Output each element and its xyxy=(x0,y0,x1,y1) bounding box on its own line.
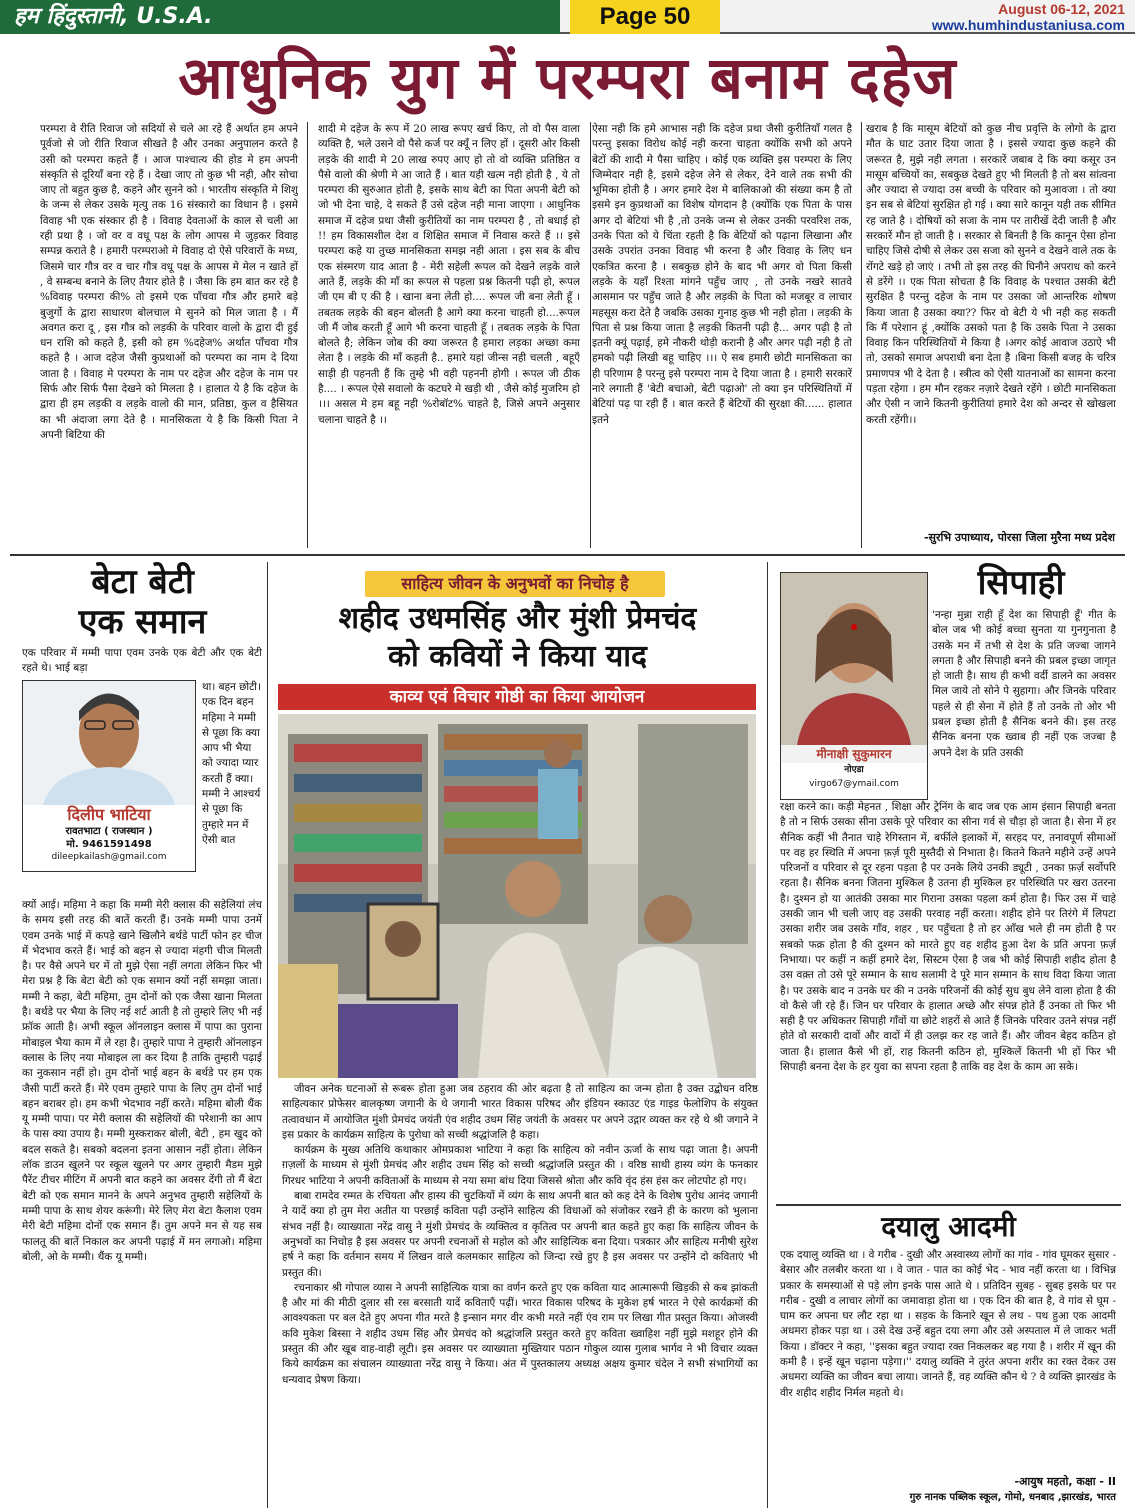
left-story-intro: एक परिवार में मम्मी पापा एवम उनके एक बेटी और एक बेटी रहते थे। भाई बड़ा xyxy=(22,647,262,675)
right-author-email: virgo67@ymail.com xyxy=(809,779,899,789)
kind-story-title: दयालु आदमी xyxy=(881,1210,1016,1243)
kind-story-body: एक दयालु व्यक्ति था । वे गरीब - दुखी और अस्वास्थ्य लोगों का गांव - गांव घूमकर सुसार - बेसार और तलबीर करता था । वे जात - पात का कोई भेद - भाव नहीं करता था । विभिन्न प्रकार के समस्याओं से पड़े लोग इनके पास आते थे । प्रतिदिन सुबह - सुबह इसके घर पर गरीब - दुखी व लाचार लोगों का जमावाड़ा होता था । एक दिन की बात है, वे गांव से घूम - घाम कर अपना घर लौट रहा था । सड़क के किनारे खून से लथ - पथ हुआ एक आदमी अधमरा होकर पड़ा था । उसे देख उन्हें बहुत दया लगा और उसे अस्पताल में ले जाकर भर्ती किया । डॉक्टर ने कहा, ''इसका बहुत ज्यादा रक्त निकलकर बह गया है । शरीर में खून की कमी है । इन्हें खून चढ़ाना पड़ेगा।'' दयालु व्यक्ति ने तुरंत अपना शरीर का रक्त देकर उस अधमरा व्यक्ति का जीवन बचा लाया। जानते हैं, वह व्यक्ति कौन थे ? वे व्यक्ति झारखंड के वीर शहीद शहीद निर्मल महतो थे। xyxy=(780,1249,1116,1399)
event-photo xyxy=(278,714,756,1078)
author-name: दिलीप भाटिया xyxy=(67,805,151,824)
right-author-name: मीनाक्षी सुकुमारन xyxy=(781,745,927,763)
center-story-title xyxy=(270,600,765,676)
author-email: dileepkailash@gmail.com xyxy=(51,852,167,862)
column-divider xyxy=(861,122,862,548)
right-story-body: रक्षा करने का। कड़ी मेहनत , शिक्षा और ट्रेनिंग के बाद जब एक आम इंसान सिपाही बनता है तो न सिर्फ उसका सीना उसके पूरे परिवार का सीना गर्व से चौड़ा हो जाता है। सेना में हर सैनिक कहीं भी तैनात चाहे रेगिस्तान में, बर्फीले इलाकों में, सरहद पर, तनावपूर्ण सीमाओं पर वह हर स्थिति में अपना फ़र्ज़ पूरी मुस्तैदी से निभाता है। कितने कितने महीने उन्हें अपने परिजनों व परिवार से दूर रहना पड़ता है पर उनके लिये उनकी ड्यूटी , उनका फ़र्ज़ सर्वोपरि रहता है। सैनिक बनना जितना मुश्किल है उतना ही मुश्किल हर परिस्थिति पर खरा उतरना है। दुश्मन हो या आतंकी उसका मार गिराना उसका पहला कर्म होता है। फिर उस में चाहे उसकी जान भी चली जाए वह उसकी परवाह नहीं करता। शहीद होने पर तिरंगे में लिपटा उसका शरीर जब उसके गाँव, शहर , घर पहुँचता है तो हर आँख भले ही नम होती है पर सबको फक्र होता है की दुश्मन को मारते हुए वह शहीद हुआ देश के प्रति अपना फ़र्ज़ निभाया। पर कहीं न कहीं हमारे देश, सिस्टम ऐसा है जब भी कोई सिपाही शहीद होता है उस वक़्त तो उसे पूरे सम्मान के साथ सलामी दे पूरे मान सम्मान के साथ विदा किया जाता है। पर उसके बाद न उनके घर की न उनके परिजनों की कोई सुध बुध लेने वाला होता है की वो कैसे जी रहे हैं। जिन घर परिवार के हालात अच्छे और संपन्न होते हैं उनका तो फिर भी सही है पर अधिकतर सिपाही गाँवों या छोटे शहरों से आते हैं जिनके परिवार उतने संपन्न नहीं होते वो सरकारी दावों और वादों में ही उलझ कर रह जाते हैं। और जीवन बेहद कठिन हो जाता है। हालात कैसे भी हों, राह कितनी कठिन हो, मुश्किलें कितनी भी हों फिर भी सिपाही बनना देश के हर युवा का सपना रहता है ताकि वह देश के काम आ सके। xyxy=(780,801,1116,1074)
left-story-title-line2: एक समान xyxy=(78,602,207,642)
main-article-column-1: परम्परा वे रीति रिवाज जो सदियों से चले आ रहे हैं अर्थात हम अपने पूर्वजो से जो रीति रिवाज सीखते है और उनका अनुपालन करते है उसी को परम्परा कहते हैं । आज पाश्चात्य की होड मे हम अपनी संस्कृति से दूरियाँ बना रहे हैं । देखा जाए तो कुछ भी नही, और सोचा जाए तो बहुत कुछ है, कहने और सुनने को । भारतीय संस्कृति मे शिशु के जन्म से लेकर उसके मृत्यु तक 16 संस्कारो का विधान है । इसमे विवाह भी एक संस्कार ही है । विवाह देवताओं के काल से चली आ रही प्रथा है । जो वर व वधू पक्ष के लोग आपस मे जुड़कर विवाह सम्पन्न कराते है । हमारी परम्पराओ मे विवाह दो ऐसे परिवारों के मध्य, जिसमे चार गौत्र वर व चार गौत्र वधू पक्ष के आपस मे मेल न खाते हों , वे सम्बन्ध बनाने के लिए तैयार होते है । जैसा कि हम बात कर रहे है %विवाह परम्परा की% तो इसमे एक पाँचवा गौत्र और हमारे बड़े बुजुर्गो के द्वारा साधारण बोलचाल मे सुनने को मिल जाता है । मैं अवगत करा दू , इस गौत्र को लड़की के परिवार वालो के द्वारा दी हुई धन राशि को कहते है, इसी को हम %दहेज% अर्थात पाँचवा गौत्र कहते है । आज दहेज जैसी कुप्रथाओं को परम्परा का नाम दे दिया जाता है । विवाह मे परम्परा के नाम पर दहेज और दहेज के नाम पर सिर्फ और सिर्फ पैसा देखने को मिलता है । हालात ये है कि दहेज के द्वारा ही हम लड़की व लड़के वालो की मान, प्रतिष्ठा, कुल व हैसियत का भी अंदाजा लगा देते है । मानसिकता ये है कि किसी पिता ने अपनी बिटिया की xyxy=(40,123,298,441)
center-story-subtitle: काव्य एवं विचार गोष्ठी का किया आयोजन xyxy=(278,684,756,710)
right-story xyxy=(776,562,1121,1202)
section-divider xyxy=(10,554,1125,556)
right-story-title: सिपाही xyxy=(977,563,1065,603)
right-story-side-text: 'नन्हा मुन्ना राही हूँ देश का सिपाही हूँ' गीत के बोल जब भी कोई बच्चा सुनता या गुनगुनाता है उसके मन में तभी से देश के प्रति जज्बा जागने लगता है और सिपाही बनने की प्रबल इच्छा जागृत हो जाती है। साथ ही कभी वर्दी डालने का अवसर मिल जाये तो सोने पे सुहागा। और जिनके परिवार पहले से ही सेना में होते हैं तो उनके तो ओर भी प्रबल इच्छा होती है सैनिक बनने की। इस तरह सैनिक बनना एक ख्वाब ही नहीं एक जज्बा है अपने देश के प्रति उसकी xyxy=(932,609,1116,759)
author-place: रावतभाटा ( राजस्थान ) xyxy=(65,826,153,837)
center-story-kicker: साहित्य जीवन के अनुभवों का निचोड़ है xyxy=(365,571,665,597)
center-story-paragraph-1: जीवन अनेक घटनाओं से रूबरू होता हुआ जब ठहराव की ओर बढ़ता है तो साहित्य का जन्म होता है उक्त उद्बोधन वरिष्ठ साहित्यकार प्रोफेसर बालकृष्ण जगानी के थे जगानी भारत विकास परिषद और इंडियन स्काउट एंड गाइड फेलोशिप के संयुक्त तत्वावधान में आयोजित मुंशी प्रेमचंद जयंती एंव शहीद उधम सिंह जयंती के अवसर पर अपने उद्गार व्यक्त कर रहे थे श्री जगाने ने इस प्रकार के कार्यक्रम साहित्य के पुरोधा को सच्ची श्रद्धांजलि है कहा। xyxy=(282,1083,758,1141)
author-photo-card xyxy=(22,680,196,872)
left-story-title-line1: बेटा बेटी xyxy=(91,562,194,602)
main-article-byline: -सुरभि उपाध्याय, पोरसा जिला मुरैना मध्य प्रदेश xyxy=(923,531,1115,544)
kind-story-author: -आयुष महतो, कक्षा - II xyxy=(1014,1475,1116,1488)
right-author-place: नोएडा xyxy=(844,765,864,775)
section-divider xyxy=(776,1204,1121,1206)
column-divider xyxy=(590,122,591,548)
center-story-paragraph-2: कार्यक्रम के मुख्य अतिथि कथाकार ओमप्रकाश भाटिया ने कहा कि साहित्य को नवीन ऊर्जा के साथ पढ़ा जाता है। अपनी ग़ज़लों के माध्यम से मुंशी प्रेमचंद और शहीद उधम सिंह को सच्ची श्रद्धांजलि प्रस्तुत की । वरिष्ठ साथी हास्य व्यंग के फनकार गिरधर भाटिया ने अपनी कविताओं के माध्यम से नया समा बांध दिया जिससे श्रोता और कवि वृंद हंस हंस कर लोटपोट हो गए। xyxy=(282,1144,758,1187)
center-story-paragraph-3: बाबा रामदेव रम्मत के रचियता और हास्य की चुटकियों में व्यंग के साथ अपनी बात को कह देने के विशेष पुरोध आनंद जगानी ने यादें क्या हो तुम मेरा अतीत या परछाई कविता पढ़ी उन्होंने साहित्य की विधाओं को संजोकर रखने ही के कारण को भुलाना संभव नहीं है। व्याख्याता नरेंद्र वासु ने मुंशी प्रेमचंद के व्यक्तित्व व कृतित्व पर अपनी बात कहते हुए कहा कि साहित्य जीवन के अनुभवों का निचोड़ है इस अवसर पर अपनी रचनाओं से महोल को और साहित्यिक बना दिया। पत्रकार और साहित्य मनीषी सुरेश हर्ष ने कहा कि वर्तमान समय में लिखन वाले कलमकार साहित्य को जिन्दा रखे हुए है इस अवसर पर उन्होंने दो कविताएं भी प्रस्तुत की। xyxy=(282,1190,758,1279)
column-divider xyxy=(307,122,308,548)
left-story-body: क्यों आई। महिमा ने कहा कि मम्मी मेरी क्लास की सहेलियां लंच के समय इसी तरह की बातें करती हैं। उनके मम्मी पापा उनमें एवम उनके भाई में कपड़े खाने खिलौने बर्थडे पार्टी फोन हर चीज में भेदभाव करते हैं। भाई को बहन से ज्यादा मंहगी चीज मिलती है। पर वैसे अपने घर में तो मुझे ऐसा नहीं लगता लेकिन फिर भी मेरा प्रश्न है कि बेटा बेटी को एक समान क्यों नहीं समझा जाता। मम्मी ने कहा, बेटी महिमा, तुम दोनों को एक जैसा खाना मिलता है। बर्थडे पर भैया के लिए नई शर्ट आती है तो तुम्हारे लिए भी नई फ्रॉक आती है। अभी स्कूल ऑनलाइन क्लास में पापा का पुराना मोबाइल भैया काम में ले रहा है। तुम्हारे पापा ने तुम्हारी ऑनलाइन क्लास के लिए नया मोबाइल ला कर दिया है ताकि तुम्हारी पढ़ाई का नुकसान नहीं हो। तुम दोनों भाई बहन के बर्थडे पर हम एक जैसी पार्टी करते हैं। मेरे एवम तुम्हारे पापा के लिए तुम दोनों भाई बहन बराबर हो। हम कभी भेदभाव नहीं करते। महिमा बोली थैंक यू मम्मी पापा। पर मेरी क्लास की सहेलियों की परेशानी का आप के पास क्या उपाय है। मम्मी मुस्कराकर बोली, बेटी , हम खुद को बदल सकते है। सबको बदलना इतना आसान नहीं होता। लेकिन लॉक डाउन खुलने पर स्कूल खुलने पर अगर तुम्हारी मैडम मुझे पैरेंट टीचर मीटिंग में अपनी बात कहने का अवसर देंगी तो मैं बेटा बेटी को एक समान मानने के अपने अनुभव तुम्हारी सहेलियों के मम्मी पापा के साथ शेयर करूंगी। मेरे लिए मेरा बेटा कैलाश एवम मेरी बेटी महिमा दोनों एक समान हैं। तुम अपने मन से यह सब फालतू की बातें निकाल कर अपनी पढ़ाई में मन लगाओ। महिमा बोली, ओ के मम्मी। थैंक यू मम्मी। xyxy=(22,899,262,1263)
center-story-body xyxy=(282,1082,758,1506)
main-headline: आधुनिक युग में परम्परा बनाम दहेज xyxy=(178,44,957,112)
page-header xyxy=(0,0,1135,34)
center-story-paragraph-4: रचनाकार श्री गोपाल व्यास ने अपनी साहित्यिक यात्रा का वर्णन करते हुए एक कविता याद आत्मारूपी खिड़की से कब झांकती है और मां की मीठी दुलार सी रस बरसाती यादें कविताएँ पढ़ीं। भारत विकास परिषद के मुकेश हर्ष भारत ने ऐसे कार्यक्रमों की आवश्यकता पर बल देते हुए अपना गीत मरते है इन्सान मगर वीर कभी मरते नहीं एंव राम पर लिखा गीत प्रस्तुत किया। ओजस्वी कवि मुकेश बिस्सा ने शहीद उधम सिंह और प्रेमचंद को श्रद्धांजलि प्रस्तुत करते हुए कविता ख्वाहिश नहीं मुझे मशहूर होने की प्रस्तुत की और खूब वाह-वाही लूटी। इस अवसर पर व्याख्याता मुख्तियार पठान गोकुल व्यास गुलाब भार्गव ने भी विचार व्यक्त किये कार्यक्रम का संचालन व्याख्याता नरेंद्र वासु ने किया। अंत में पुस्तकालय अध्यक्ष अक्षय कुमार चंदेल ने सभी संभागियों का धन्यवाद प्रेषण किया। xyxy=(282,1281,758,1386)
main-article-column-3: ऐसा नही कि हमे आभास नही कि दहेज प्रथा जैसी कुरीतियाँ गलत है परन्तु इसका विरोध कोई नही करना चाहता क्योंकि सभी को अपने बेटों की शादी मे पैसा चाहिए । कोई एक व्यक्ति इस परम्परा के लिए जिम्मेदार नही है, इसमे दहेज लेने से लेकर, देने वाले तक सभी की भूमिका होती है । अगर हमारे देश मे बालिकाओ की संख्या कम है तो इसमे इन कुप्रथाओं का विशेष योगदान है (क्योंकि एक पिता के पास अगर दो बेटियां भी है ,तो उनके जन्म से लेकर उनकी परवरिश तक, उनके पिता को ये चिंता रहती है कि बेटियों को पढ़ाना लिखाना और उसके उपरांत उनका विवाह भी करना है और विवाह के लिए धन एकत्रित करना है । सबकुछ होने के बाद भी अगर वो पिता किसी लड़के के यहाँ रिश्ता मांगने पहुँच जाए , तो उनके नखरे सातवे आसमान पर पहुँच जाते है और लड़की के पिता को मजबूर व लाचार महसूस करा देते है जबकि उसका गुनाह कुछ भी नही होता । लड़की के पिता से प्रश्न किया जाता है लड़की कितनी पढ़ी है... अगर पढ़ी है तो इतनी क्यूं पढ़ाई, हमे नौकरी थोड़ी करानी है और अगर पढ़ी नही है तो हमको पढ़ी लिखी बहू चाहिए ।।। ऐ सब हमारी छोटी मानसिकता का ही परिणाम है परन्तु इसे परम्परा नाम दे दिया जाता है । हमारी सरकारें नारे लगाती हैं 'बेटी बचाओ, बेटी पढ़ाओ' तो क्या इन परिस्थितियों में बेटियां पढ़ पा रही हैं । बात करते हैं बेटियों की सुरक्षा की...... हालात इतने xyxy=(592,123,852,426)
left-story xyxy=(18,562,268,1508)
right-author-card xyxy=(780,572,928,800)
kind-story xyxy=(776,1210,1121,1508)
author-photo xyxy=(23,681,195,805)
website-link[interactable]: www.humhindustaniusa.com xyxy=(931,17,1125,33)
center-story-title-line2: को कवियों ने किया याद xyxy=(388,639,647,674)
right-author-photo xyxy=(781,573,927,745)
left-story-side-text: था। बहन छोटी। एक दिन बहन महिमा ने मम्मी से पूछा कि क्या आप भी भैया को ज्यादा प्यार करती हैं क्या। मम्मी ने आश्चर्य से पूछा कि तुम्हारे मन में ऐसी बात xyxy=(202,681,261,846)
main-article-column-2: शादी मे दहेज के रूप में 20 लाख रूपए खर्च किए, तो वो पैस वाला व्यक्ति है, भले उसने वो पैसे कर्ज पर क्यूँ न लिए हों । दूसरी ओर किसी लड़के की शादी मे 20 लाख रुपए आए हो तो वो व्यक्ति प्रतिष्ठित व पैसे वालो की श्रेणी मे आ जाते हैं । बात यही खत्म नही होती है , ये तो परम्परा की सुरुआत होती है, इसके साथ बेटी का पिता अपनी बेटी को जो भी देना चाहे, दे सकते हैं उसे दहेज नही माना जाएगा । आधुनिक समाज में दहेज प्रथा जैसी कुरीतियों का नाम परम्परा है , तो बधाई हो !! हम विकासशील देश व शिक्षित समाज में निवास करते हैं ।। इसे परम्परा कहे या तुच्छ मानसिकता समझ नही आता । इस सब के बीच एक संस्मरण याद आता है - मेरी सहेली रूपल को देखने लड़के वाले आते हैं, लड़के की माँ का रूपल से पहला प्रश्न कितनी पढ़ी हो, रूपल जी एम बी ए की है । खाना बना लेती हो.... रूपल जी बना लेती हूँ । तबतक लड़के की बहन बोलती है आगे क्या करना चाहती हो....रूपल जी मैं जोब करती हूँ आगे भी करना चाहती हूँ । तबतक लड़के के पिता बोलते है; लेकिन जोब की क्या जरूरत है हमारा लड़का अच्छा कमा लेता है । लड़के की माँ कहती है.. हमारे यहां जीन्स नही चलती , बहूएँ साड़ी ही पहनती हैं कि तुम्हे भी वही पहननी होगी । रूपल जी ठीक है.... । रूपल ऐसे सवालो के कटघरे मे खड़ी थी , जैसे कोई मुजरिम हो ।।। असल मे हम बहू नही %रोबॉट% चाहते है, जिसे अपने अनुसार चलाना चाहते है ।। xyxy=(318,123,580,426)
center-story-title-line1: शहीद उधमसिंह और मुंशी प्रेमचंद xyxy=(338,601,697,636)
publication-name: हम हिंदुस्तानी, U.S.A. xyxy=(0,0,560,34)
page-number: Page 50 xyxy=(570,0,720,34)
author-mobile: मो. 9461591498 xyxy=(66,839,152,850)
issue-date: August 06-12, 2021 xyxy=(998,1,1125,17)
main-article-column-4: खराब है कि मासूम बेटियों को कुछ नीच प्रवृत्ति के लोगो के द्वारा मौत के घाट उतार दिया जाता है । इससे ज्यादा कुछ कहने की जरूरत है, मुझे नही लगता । सरकारें जबाब दे कि क्या कसूर उन मासूम बच्चियों का, सबकुछ देखते हुए भी मिलती है तो बस सांत्वना और ज्यादा से ज्यादा उस बच्ची के परिवार को मुआवजा । तो क्या इन सब से बेटियां सुरक्षित हो गई । क्या सारे कानून यही तक सीमित रह जाते है । दोषियों को सजा के नाम पर तारीखें देदी जाती है और सरकारें मौन हो जाती है । सरकार से बिनती है कि कानून ऐसा होना चाहिए जिसे दोषी से लेकर उस सजा को सुनने व देखने वाले तक के रोंगटे खड़े हो जाएं । तभी तो इस तरह की घिनौने अपराध को करने से डरेंगे ।। एक पिता सोचता है कि विवाह के पश्चात उसकी बेटी सुरक्षित है परन्तु दहेज के नाम पर उसका जो आन्तरिक शोषण किया जाता है उसका क्या?? फिर वो बेटी ये भी नही कह सकती कि मैं परेशान हूं ,क्योंकि उसको पता है कि उसके पिता ने उसका विवाह किन परिस्थितियों मे किया है ।अगर कोई आवाज उठाऐ भी तो, उसको समाज अपराधी बना देता है ।बिना किसी बजह के चरित्र प्रमाणपत्र भी दे देता है । स्त्रीत्व को ऐसी यातनाओं का सामना करना पड़ता रहेगा । हम मौन रहकर नज़ारे देखते रहेंगे । छोटी मानसिकता और ऐसी न जाने कितनी कुरीतियां हमारे देश को अन्दर से खोखला करती रहेंगी।। xyxy=(866,123,1116,426)
kind-story-school: गुरु नानक पब्लिक स्कूल, गोमो, धनबाद ,झारखंड, भारत xyxy=(909,1492,1116,1503)
